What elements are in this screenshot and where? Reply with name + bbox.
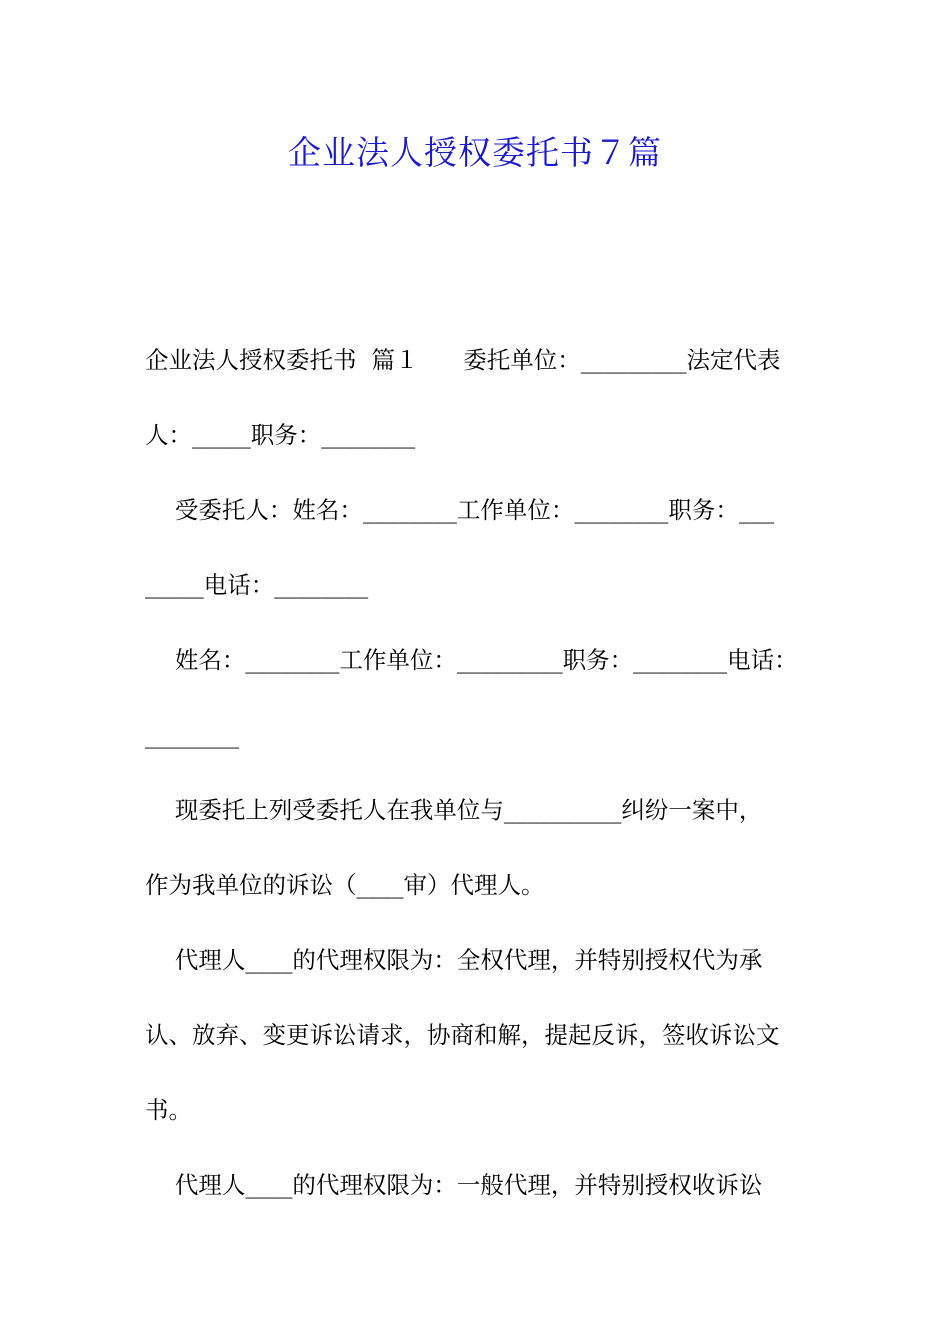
- body-line: 代理人____的代理权限为：全权代理，并特别授权代为承: [145, 946, 763, 974]
- body-line: 受委托人：姓名：________工作单位：________职务：___: [145, 496, 775, 524]
- document-title: 企业法人授权委托书７篇: [288, 133, 662, 172]
- body-line: 认、放弃、变更诉讼请求，协商和解，提起反诉，签收诉讼文: [145, 1021, 780, 1049]
- body-line: 代理人____的代理权限为：一般代理，并特别授权收诉讼: [145, 1171, 763, 1199]
- body-line: 作为我单位的诉讼（____审）代理人。: [145, 871, 545, 899]
- body-line: 人：_____职务：________: [145, 421, 416, 449]
- body-line: _____电话：________: [145, 571, 369, 599]
- body-line: 现委托上列受委托人在我单位与__________纠纷一案中，: [145, 796, 763, 824]
- body-line: 姓名：________工作单位：_________职务：________电话：: [145, 646, 798, 674]
- body-line: ________: [145, 721, 239, 749]
- body-line: 企业法人授权委托书 篇１ 委托单位：_________法定代表: [145, 346, 781, 374]
- body-line: 书。: [145, 1096, 192, 1124]
